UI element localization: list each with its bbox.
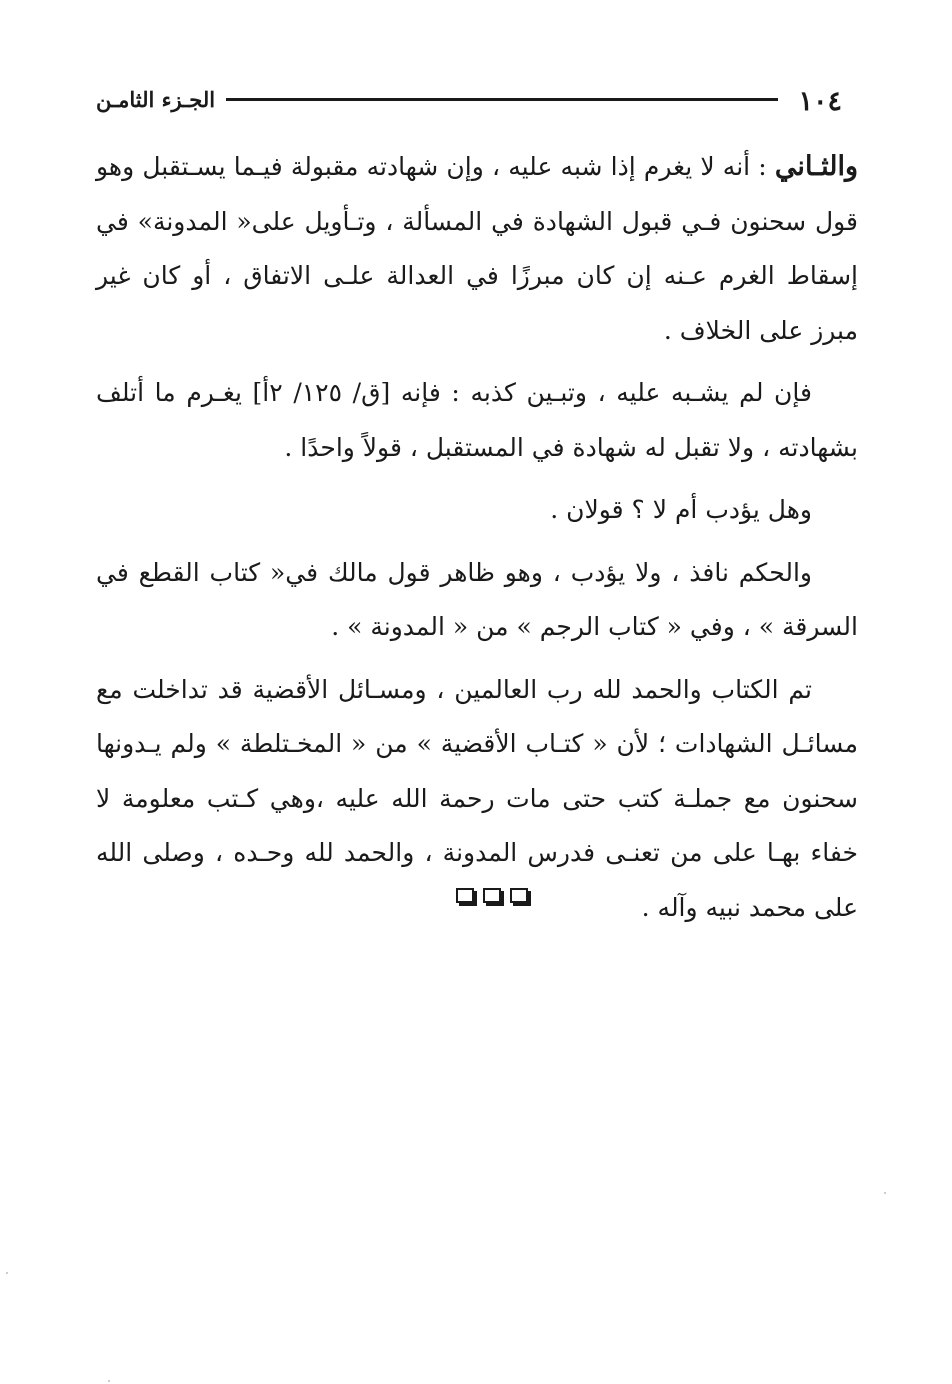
header-rule xyxy=(226,98,778,101)
paragraph-lead: والثـاني xyxy=(774,151,858,182)
square-ornament-icon xyxy=(456,888,474,903)
paragraph-text: : أنه لا يغرم إذا شبه عليه ، وإن شهادته مقبولة فيـما يسـتقبل وهو قول سحنون فـي قبول الشهادة في المسألة ، وتـأويل على« المدونة» في إسقاط الغرم عـنه إن كان مبرزًا في العدالة علـى الاتفاق ، أو كان غير مبرز على الخلاف . xyxy=(96,152,858,345)
paragraph xyxy=(96,140,858,358)
end-ornament xyxy=(456,888,528,910)
square-ornament-icon xyxy=(510,888,528,903)
page-number: ١٠٤ xyxy=(798,86,842,117)
scan-speck xyxy=(6,1272,8,1274)
paragraph-text: تم الكتاب والحمد لله رب العالمين ، ومسـائل الأقضية قد تداخلت مع مسائـل الشهادات ؛ لأن « كتـاب الأقضية » من « المخـتلطة » ولم يـدونها سحنون مع جملـة كتب حتى مات رحمة الله عليه ،وهي كـتب معلومة لا خفاء بهـا على من تعنـى فدرس المدونة ، والحمد لله وحـده ، وصلى الله على محمد نبيه وآله . xyxy=(96,674,858,922)
scan-speck xyxy=(884,1192,886,1194)
paragraph xyxy=(96,366,858,475)
paragraph-text: فإن لم يشـبه عليه ، وتبـين كذبه : فإنه [ق/ ١٢٥/ ٢أ] يغـرم ما أتلف بشهادته ، ولا تقبل له شهادة في المستقبل ، قولاً واحدًا . xyxy=(96,378,858,462)
paragraph xyxy=(96,546,858,655)
scan-speck xyxy=(108,1380,110,1382)
paragraph-text: وهل يؤدب أم لا ؟ قولان . xyxy=(550,495,812,524)
running-header xyxy=(96,84,842,120)
paragraph-text: والحكم نافذ ، ولا يؤدب ، وهو ظاهر قول مالك في« كتاب القطع في السرقة » ، وفي « كتاب الرجم » من « المدونة » . xyxy=(96,557,858,641)
paragraph xyxy=(96,483,858,538)
part-title: الجـزء الثامـن xyxy=(96,87,216,112)
body-text xyxy=(96,140,858,943)
square-ornament-icon xyxy=(483,888,501,903)
